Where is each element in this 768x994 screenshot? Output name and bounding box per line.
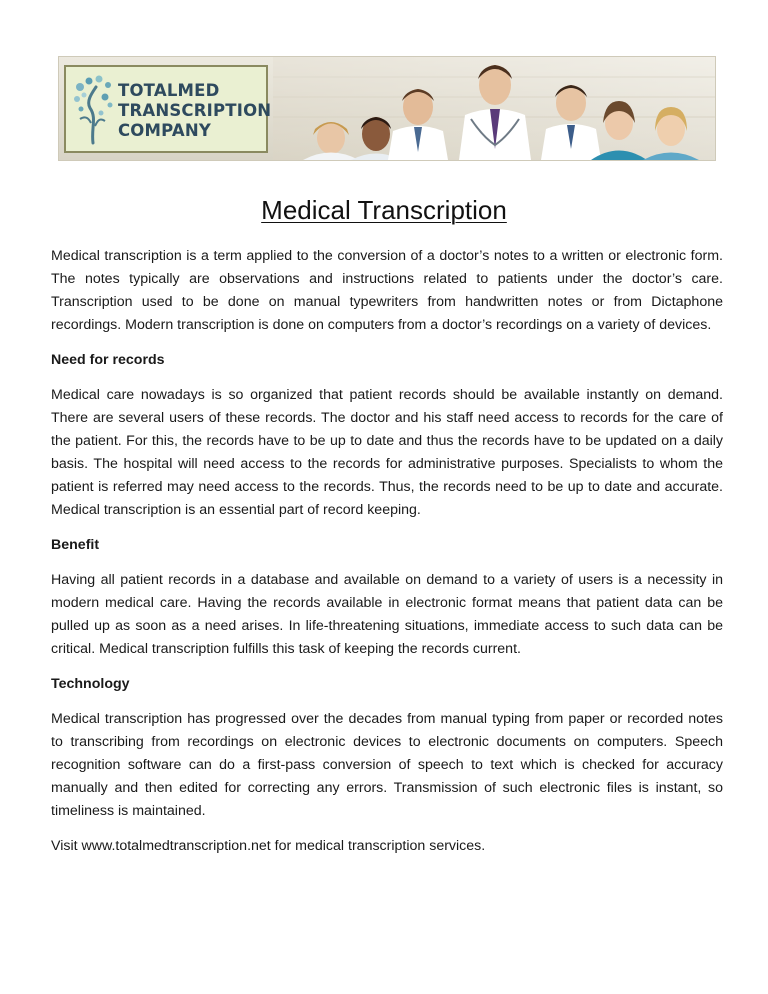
document-body	[51, 245, 723, 870]
logo-line-3: COMPANY	[118, 121, 212, 140]
logo-wordmark	[118, 81, 271, 141]
footer-line: Visit www.totalmedtranscription.net for medical transcription services.	[51, 838, 486, 854]
intro-paragraph: Medical transcription is a term applied to the conversion of a doctor’s notes to a written or electronic form. The notes typically are observations and instructions related to patients under the doctor’s care. Transcription used to be done on manual typewriters from handwritten notes or from Dictaphone recordings. Modern transcription is done on computers from a doctor’s recordings on a variety of devices.	[51, 248, 723, 333]
section-heading-technology: Technology	[51, 676, 130, 692]
page-title-text: Medical Transcription	[261, 195, 507, 225]
header-banner	[58, 56, 716, 161]
medical-staff-photo	[273, 57, 715, 160]
section-body-benefit: Having all patient records in a database and available on demand to a variety of users is a necessity in modern medical care. Having the records available in electronic format means that patient data can be pulled up as soon as a need arises. In life-threatening situations, immediate access to such data can be critical. Medical transcription fulfills this task of keeping the records current.	[51, 572, 723, 657]
section-heading-benefit: Benefit	[51, 537, 100, 553]
section-body-technology: Medical transcription has progressed over the decades from manual typing from paper or recorded notes to transcribing from recordings on electronic devices to electronic documents on computers. Speech recognition software can do a first-pass conversion of speech to text which is checked for accuracy manually and then edited for correcting any errors. Transmission of such electronic files is instant, so timeliness is maintained.	[51, 711, 723, 819]
logo-line-1: TOTALMED	[118, 81, 220, 100]
section-heading-need-for-records: Need for records	[51, 352, 165, 368]
tree-of-dots-logo-icon	[72, 73, 114, 145]
company-logo	[64, 65, 272, 153]
page-title	[0, 194, 768, 226]
logo-line-2: TRANSCRIPTION	[118, 101, 272, 120]
section-body-need-for-records: Medical care nowadays is so organized that patient records should be available instantly on demand. There are several users of these records. The doctor and his staff need access to records for the care of the patient. For this, the records have to be up to date and thus the records have to be updated on a daily basis. The hospital will need access to the records for administrative purposes. Specialists to whom the patient is referred may need access to the records. Thus, the records need to be up to date and accurate. Medical transcription is an essential part of record keeping.	[51, 387, 723, 518]
